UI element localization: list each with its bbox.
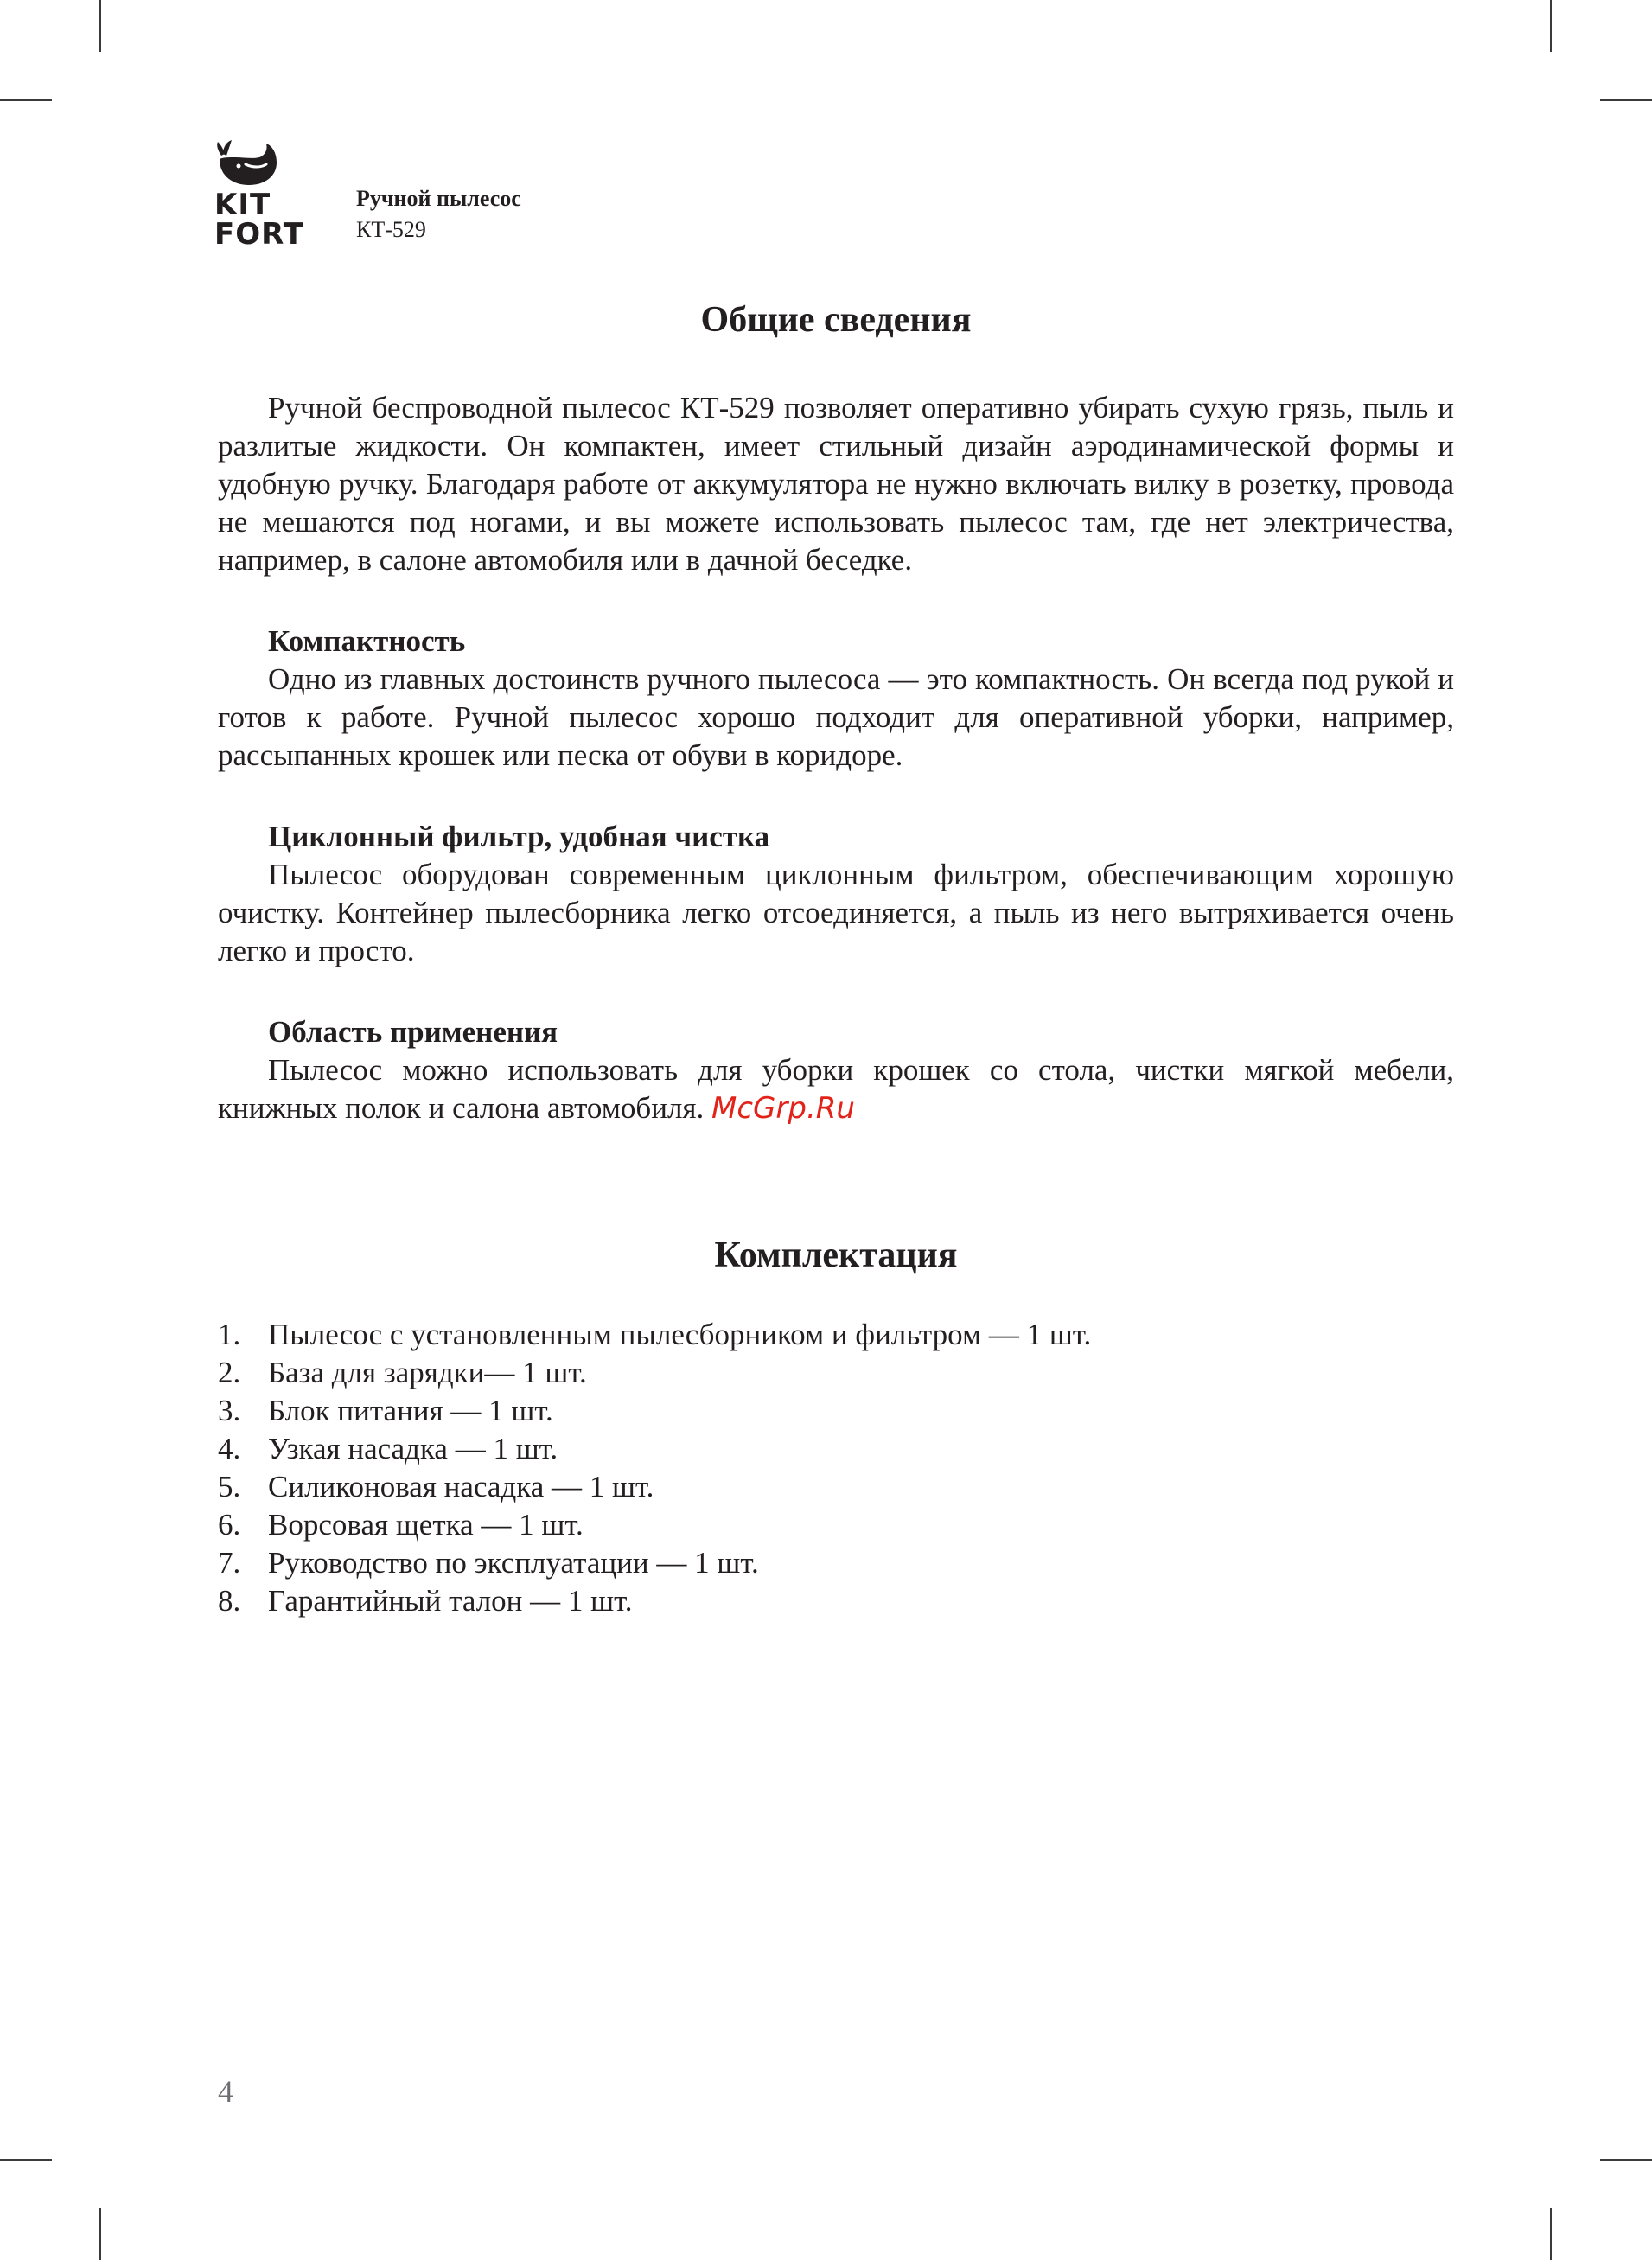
list-item: [218, 1354, 1454, 1392]
watermark: McGrp.Ru: [711, 1091, 855, 1126]
item-text: Блок питания — 1 шт.: [268, 1394, 553, 1427]
item-number: 2.: [218, 1356, 241, 1389]
whale-logo-icon: [214, 138, 280, 187]
list-item: [218, 1506, 1454, 1544]
list-item: [218, 1544, 1454, 1582]
section-text: Одно из главных достоинств ручного пылесоса — это компактность. Он всегда под рукой и готов к работе. Ручной пылесос хорошо подходит для оперативной уборки, например, рассыпанных крошек или песка от обуви в коридоре.: [218, 662, 1454, 772]
item-text: Узкая насадка — 1 шт.: [268, 1432, 558, 1465]
list-item: [218, 1468, 1454, 1506]
section-text: Пылесос оборудован современным циклонным фильтром, обеспечивающим хорошую очистку. Контейнер пылесборника легко отсоединяется, а пыль из него вытряхивается очень легко и просто.: [218, 858, 1454, 967]
section-heading: Компактность: [268, 624, 466, 658]
section-cyclone-filter: [218, 818, 1454, 970]
brand-line-1: KIT: [214, 188, 271, 222]
crop-mark: [0, 99, 52, 101]
brand-line-2: FORT: [214, 217, 304, 252]
item-text: Руководство по эксплуатации — 1 шт.: [268, 1546, 759, 1580]
item-number: 1.: [218, 1318, 241, 1351]
section-heading: Область применения: [268, 1015, 558, 1049]
page-number: 4: [218, 2074, 233, 2109]
crop-mark: [99, 2208, 101, 2260]
item-number: 3.: [218, 1394, 241, 1427]
crop-mark: [1600, 2159, 1652, 2161]
intro-paragraph: Ручной беспроводной пылесос КТ-529 позволяет оперативно убирать сухую грязь, пыль и разлитые жидкости. Он компактен, имеет стильный дизайн аэродинамической формы и удобную ручку. Благодаря работе от аккумулятора не нужно включать вилку в розетку, провода не мешаются под ногами, и вы можете использовать пылесос там, где нет электричества, например, в салоне автомобиля или в дачной беседке.: [218, 391, 1454, 577]
section-text: [218, 1051, 1454, 1127]
kit-list: [218, 1316, 1454, 1620]
item-number: 8.: [218, 1584, 241, 1618]
product-title: Ручной пылесос: [356, 186, 521, 211]
item-text: База для зарядки— 1 шт.: [268, 1356, 587, 1389]
item-number: 4.: [218, 1432, 241, 1465]
section-heading: Циклонный фильтр, удобная чистка: [268, 820, 770, 853]
list-item: [218, 1392, 1454, 1430]
list-item: [218, 1316, 1454, 1354]
section-compactness: [218, 622, 1454, 775]
section-text-content: Пылесос можно использовать для уборки крошек со стола, чистки мягкой мебели, книжных полок и салона автомобиля.: [218, 1053, 1454, 1125]
item-text: Гарантийный талон — 1 шт.: [268, 1584, 633, 1618]
product-model: КТ-529: [356, 217, 426, 242]
page-header: [214, 138, 521, 252]
general-title: Общие сведения: [700, 300, 972, 340]
crop-mark: [99, 0, 101, 52]
item-text: Силиконовая насадка — 1 шт.: [268, 1470, 654, 1503]
crop-mark: [1550, 0, 1552, 52]
item-number: 6.: [218, 1508, 241, 1542]
item-text: Ворсовая щетка — 1 шт.: [268, 1508, 584, 1542]
section-application: [218, 1013, 1454, 1127]
crop-mark: [0, 2159, 52, 2161]
item-number: 7.: [218, 1546, 241, 1580]
kit-title: Комплектация: [714, 1235, 958, 1275]
list-item: [218, 1582, 1454, 1620]
page-content: [218, 294, 1454, 1620]
brand-logo: [214, 138, 335, 252]
crop-mark: [1600, 99, 1652, 101]
crop-mark: [1550, 2208, 1552, 2260]
list-item: [218, 1430, 1454, 1468]
item-text: Пылесос с установленным пылесборником и фильтром — 1 шт.: [268, 1318, 1092, 1351]
item-number: 5.: [218, 1470, 241, 1503]
